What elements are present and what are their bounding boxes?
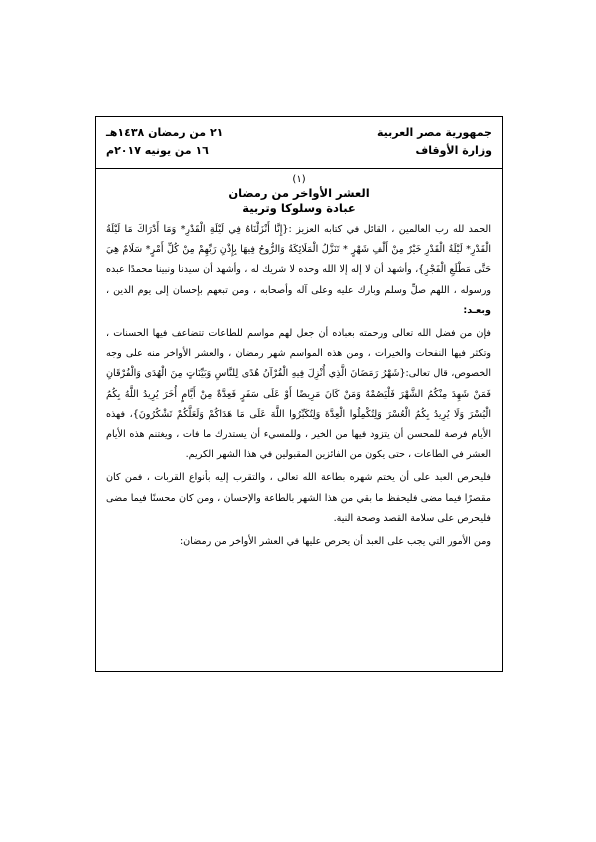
paragraph-ramadan-virtue: فإن من فضل الله تعالى ورحمته بعباده أن جعل لهم مواسم للطاعات تتضاعف فيها الحسنات ، وتكثر فيها النفحات والخيرات ، ومن هذه المواسم شهر رمضان ، والعشر الأواخر منه على وجه الخصوص، قال تعالى:{شَهْرُ رَمَضَانَ الَّذِي أُنْزِلَ فِيهِ الْقُرْآنُ هُدًى لِلنَّاسِ وَبَيِّنَاتٍ مِنَ الْهُدَى وَالْفُرْقَانِ فَمَنْ شَهِدَ مِنْكُمُ الشَّهْرَ فَلْيَصُمْهُ وَمَنْ كَانَ مَرِيضًا أَوْ عَلَى سَفَرٍ فَعِدَّةٌ مِنْ أَيَّامٍ أُخَرَ يُرِيدُ اللَّهُ بِكُمُ الْيُسْرَ وَلَا يُرِيدُ بِكُمُ الْعُسْرَ وَلِتُكْمِلُوا الْعِدَّةَ وَلِتُكَبِّرُوا اللَّهَ عَلَى مَا هَدَاكُمْ وَلَعَلَّكُمْ تَشْكُرُونَ}، فهذه الأيام فرصة للمحسن أن يتزود فيها من الخير ، وللمسيء أن يستدرك ما فات ، ويغتنم هذه الأيام العشر في الطاعات ، حتى يكون من الفائزين المقبولين في هذا الشهر الكريم. bbox=[106, 328, 491, 461]
hijri-date: ٢١ من رمضان ١٤٣٨هـ bbox=[106, 126, 224, 139]
sermon-subtitle: عبادة وسلوكا وتربية bbox=[242, 201, 356, 215]
paragraph-exhortation: فليحرص العبد على أن يختم شهره بطاعة الله تعالى ، والتقرب إليه بأنواع القربات ، فمن كان مقصرًا فيما مضى فليحفظ ما بقي من هذا الشهر بالطاعة والإحسان ، ومن كان محسنًا فيما مضى فليحرص على سلامة القصد وصحة النية. bbox=[106, 472, 491, 524]
paragraph-closing: ومن الأمور التي يجب على العبد أن يحرص عليها في العشر الأواخر من رمضان: bbox=[179, 536, 491, 548]
sermon-number: (١) bbox=[292, 174, 306, 185]
gregorian-date: ١٦ من يونيه ٢٠١٧م bbox=[106, 144, 209, 157]
page-frame bbox=[95, 116, 503, 672]
sermon-title: العشر الأواخر من رمضان bbox=[228, 186, 370, 200]
sermon-body bbox=[96, 169, 502, 671]
paragraph-opening bbox=[96, 220, 502, 321]
country-name: جمهورية مصر العربية bbox=[377, 126, 492, 139]
ministry-name: وزارة الأوقاف bbox=[415, 144, 492, 157]
opening-closing-word: وبعـد: bbox=[463, 304, 491, 316]
paragraph-opening-text: الحمد لله رب العالمين ، القائل في كتابه العزيز :{إِنَّا أَنْزَلْنَاهُ فِي لَيْلَةِ الْقَدْرِ* وَمَا أَدْرَاكَ مَا لَيْلَةُ الْقَدْرِ* لَيْلَةُ الْقَدْرِ خَيْرٌ مِنْ أَلْفِ شَهْرٍ * تَنَزَّلُ الْمَلَائِكَةُ وَالرُّوحُ فِيهَا بِإِذْنِ رَبِّهِمْ مِنْ كُلِّ أَمْرٍ* سَلَامٌ هِيَ حَتَّى مَطْلَعِ الْفَجْرِ}، وأشهد أن لا إله إلا الله وحده لا شريك له ، وأشهد أن سيدنا ونبينا محمدًا عبده ورسوله ، اللهم صلِّ وسلم وبارك عليه وعلى آله وأصحابه ، ومن تبعهم بإحسان إلى يوم الدين ، bbox=[106, 224, 491, 296]
document-header bbox=[96, 117, 502, 169]
